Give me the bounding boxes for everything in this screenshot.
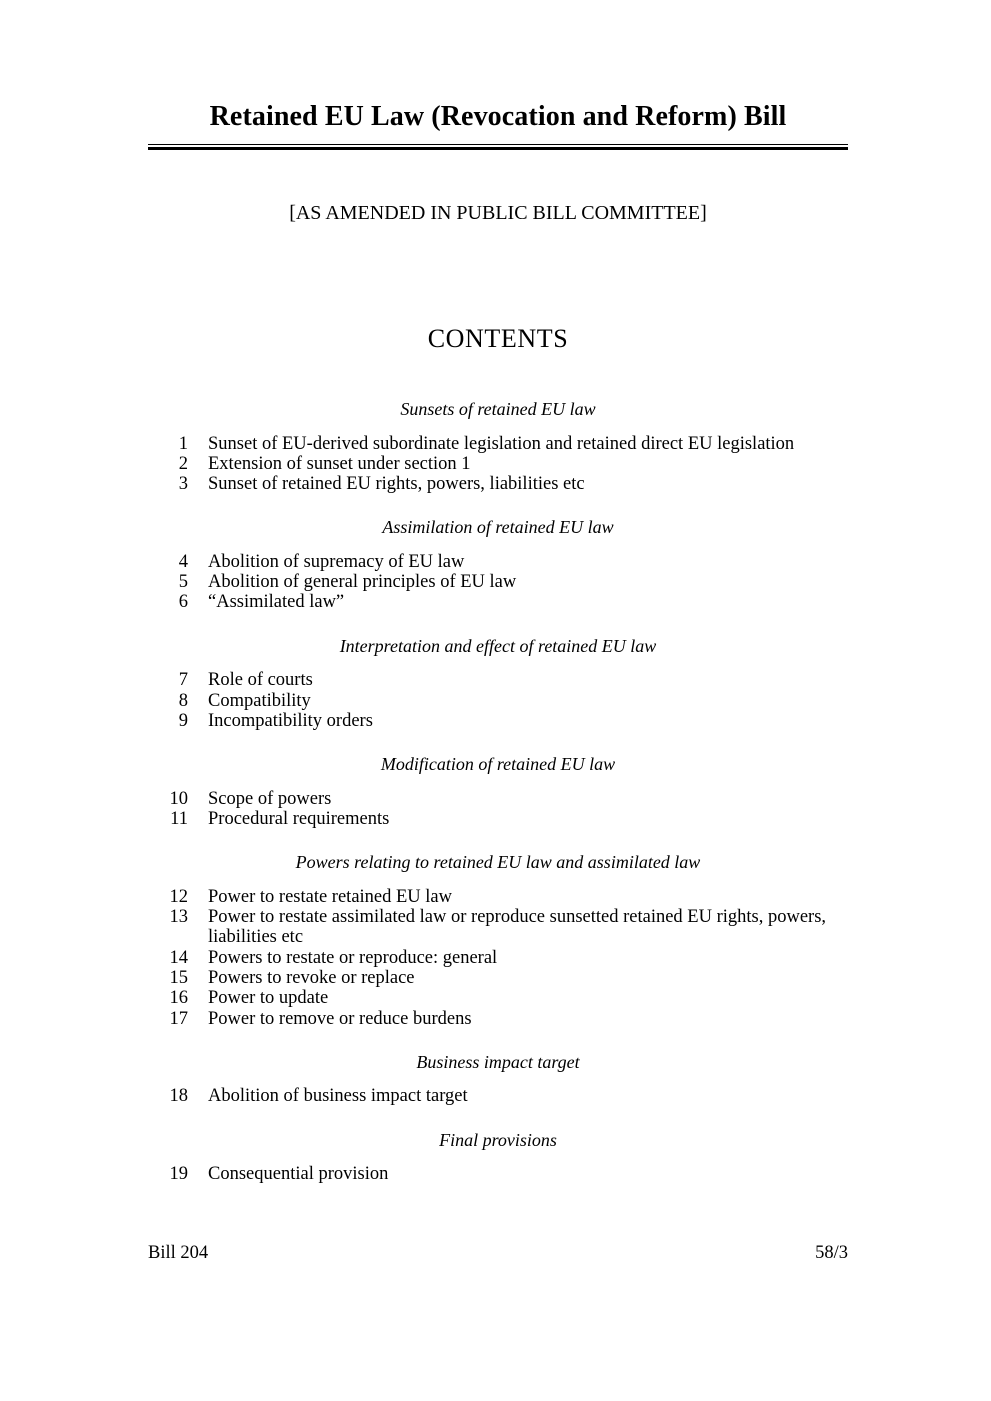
toc-item[interactable] <box>148 948 848 968</box>
toc-item-label: Powers to restate or reproduce: general <box>208 947 498 968</box>
toc-group <box>148 398 848 494</box>
toc-item-number: 11 <box>170 808 188 829</box>
toc-item[interactable] <box>148 988 848 1008</box>
toc-group <box>148 1051 848 1107</box>
toc-item-label: Power to remove or reduce burdens <box>208 1008 472 1029</box>
toc-item-label: Abolition of general principles of EU law <box>208 572 517 593</box>
page-footer <box>148 1242 848 1264</box>
toc-group-heading: Business impact target <box>416 1051 580 1072</box>
toc-group <box>148 851 848 1029</box>
toc-item-label: Power to update <box>208 988 329 1009</box>
toc-item-label: Procedural requirements <box>208 808 390 829</box>
toc-group <box>148 753 848 829</box>
toc-item-number: 9 <box>178 710 188 731</box>
toc-item-label: Compatibility <box>208 690 311 711</box>
title-block <box>148 101 848 150</box>
toc-item[interactable] <box>148 907 848 948</box>
toc-item-number: 6 <box>178 592 188 613</box>
toc-item-number: 4 <box>178 551 188 572</box>
toc-item-number: 14 <box>169 947 188 968</box>
toc-group-heading: Final provisions <box>439 1129 557 1150</box>
toc-item-label: Role of courts <box>208 670 313 691</box>
toc-group <box>148 635 848 731</box>
toc-group <box>148 1129 848 1185</box>
toc-item-label: Consequential provision <box>208 1164 389 1185</box>
toc-item-number: 7 <box>178 670 188 691</box>
amendment-note: [AS AMENDED IN PUBLIC BILL COMMITTEE] <box>289 202 707 224</box>
title-double-rule <box>148 144 848 150</box>
toc-item[interactable] <box>148 552 848 572</box>
footer-bill-number: Bill 204 <box>148 1243 209 1263</box>
toc-item[interactable] <box>148 691 848 711</box>
toc-item[interactable] <box>148 1009 848 1029</box>
toc-group-heading: Assimilation of retained EU law <box>382 517 614 538</box>
table-of-contents <box>148 398 848 1184</box>
toc-item-label: Powers to revoke or replace <box>208 967 415 988</box>
toc-item[interactable] <box>148 670 848 690</box>
toc-group-heading: Sunsets of retained EU law <box>400 399 596 419</box>
toc-item[interactable] <box>148 434 848 454</box>
footer-page-reference: 58/3 <box>815 1243 848 1263</box>
toc-item-label: Incompatibility orders <box>208 710 373 731</box>
toc-item-number: 3 <box>178 474 188 495</box>
toc-item[interactable] <box>148 711 848 731</box>
toc-item[interactable] <box>148 454 848 474</box>
toc-item-label: Power to restate retained EU law <box>208 886 453 907</box>
toc-item[interactable] <box>148 572 848 592</box>
toc-group <box>148 516 848 612</box>
toc-item[interactable] <box>148 887 848 907</box>
toc-item-label: “Assimilated law” <box>208 592 345 613</box>
toc-item-label: Scope of powers <box>208 788 332 809</box>
toc-item[interactable] <box>148 592 848 612</box>
toc-item-number: 15 <box>169 967 188 988</box>
toc-item-number: 12 <box>169 886 188 907</box>
toc-item[interactable] <box>148 474 848 494</box>
toc-item[interactable] <box>148 809 848 829</box>
toc-item-number: 17 <box>169 1008 188 1029</box>
toc-group-heading: Powers relating to retained EU law and assimilated law <box>295 852 701 873</box>
toc-item[interactable] <box>148 1086 848 1106</box>
toc-item-label: Extension of sunset under section 1 <box>208 453 471 474</box>
toc-item-number: 16 <box>169 988 188 1009</box>
toc-item-label: Sunset of EU-derived subordinate legislation and retained direct EU legislation <box>208 433 795 454</box>
toc-item-label: Sunset of retained EU rights, powers, liabilities etc <box>208 474 585 495</box>
toc-item-number: 18 <box>169 1086 188 1107</box>
toc-item-number: 13 <box>169 907 188 928</box>
toc-item-number: 8 <box>178 690 188 711</box>
toc-group-heading: Interpretation and effect of retained EU law <box>339 635 657 656</box>
toc-item-label: Abolition of supremacy of EU law <box>208 551 465 572</box>
toc-group-heading: Modification of retained EU law <box>380 754 616 775</box>
toc-item-label: Power to restate assimilated law or reproduce sunsetted retained EU rights, powers, liabilities etc <box>208 907 827 948</box>
toc-item-number: 10 <box>169 788 188 809</box>
page-title: Retained EU Law (Revocation and Reform) Bill <box>209 101 787 132</box>
toc-item-number: 5 <box>178 572 188 593</box>
toc-item[interactable] <box>148 789 848 809</box>
toc-item-number: 19 <box>169 1164 188 1185</box>
toc-item-number: 1 <box>178 433 188 454</box>
toc-item[interactable] <box>148 968 848 988</box>
toc-item[interactable] <box>148 1164 848 1184</box>
contents-heading: CONTENTS <box>427 324 569 353</box>
toc-item-number: 2 <box>178 453 188 474</box>
toc-item-label: Abolition of business impact target <box>208 1086 468 1107</box>
title-rule-thick <box>148 147 848 150</box>
